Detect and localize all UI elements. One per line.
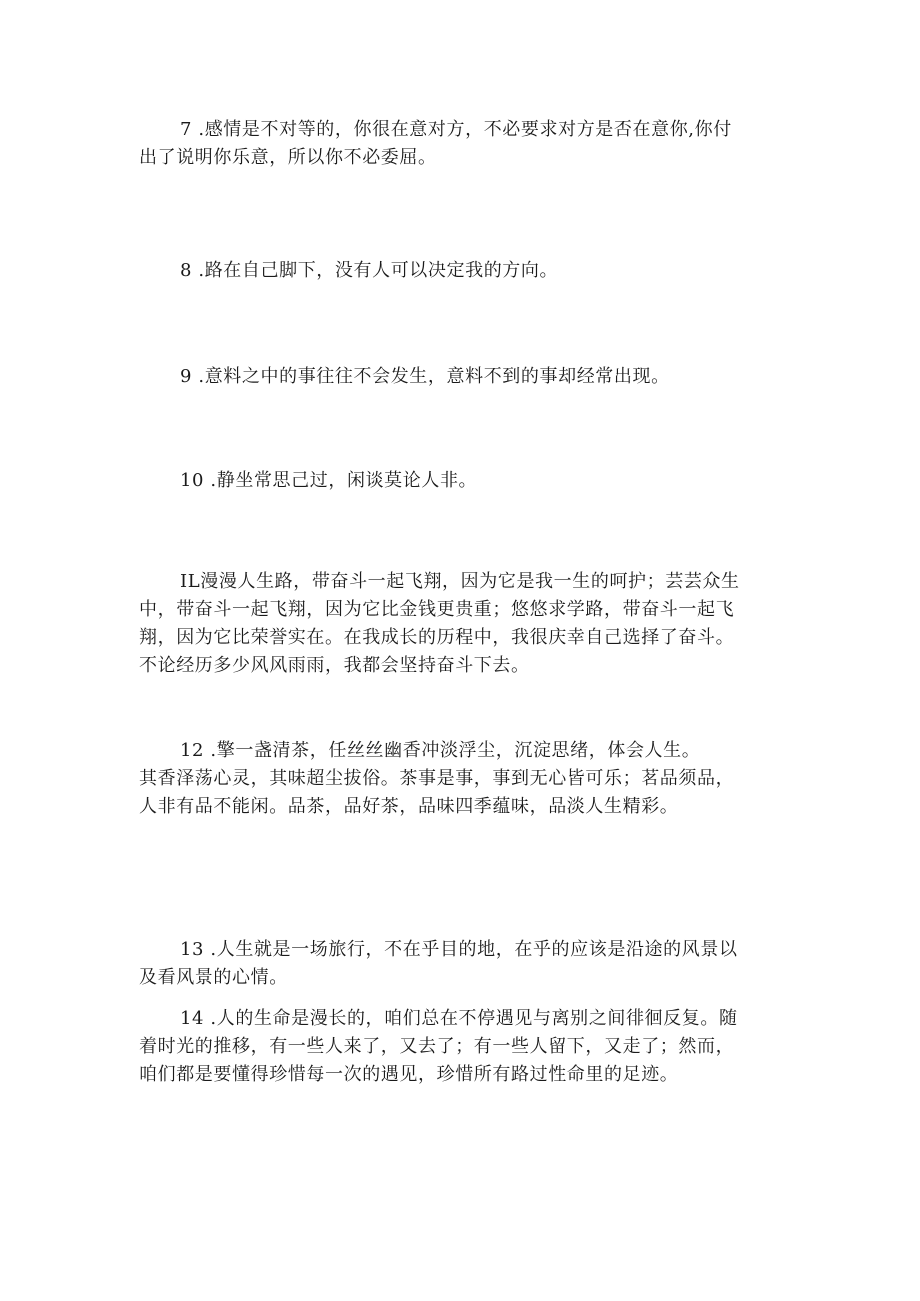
paragraph-line: 出了说明你乐意，所以你不必委屈。 (139, 147, 437, 168)
paragraph-line: 7 .感情是不对等的，你很在意对方，不必要求对方是否在意你,你付 (180, 119, 732, 140)
paragraph-line: 8 .路在自己脚下，没有人可以决定我的方向。 (180, 260, 559, 281)
paragraph-line: 14 .人的生命是漫长的，咱们总在不停遇见与离别之间徘徊反复。随 (180, 1008, 738, 1029)
paragraph-line: 不论经历多少风风雨雨，我都会坚持奋斗下去。 (139, 655, 530, 676)
paragraph-line: 咱们都是要懂得珍惜每一次的遇见，珍惜所有路过性命里的足迹。 (139, 1064, 679, 1085)
paragraph-10 (139, 467, 784, 495)
paragraph-line: 10 .静坐常思己过，闲谈莫论人非。 (180, 470, 478, 491)
paragraph-line: 中，带奋斗一起飞翔，因为它比金钱更贵重；悠悠求学路，带奋斗一起飞 (139, 599, 735, 620)
paragraph-line: 翔，因为它比荣誉实在。在我成长的历程中，我很庆幸自己选择了奋斗。 (139, 627, 735, 648)
paragraph-line: 9 .意料之中的事往往不会发生，意料不到的事却经常出现。 (180, 366, 670, 387)
paragraph-8 (139, 257, 784, 285)
paragraph-12 (139, 737, 784, 821)
paragraph-13 (139, 936, 784, 992)
paragraph-7 (139, 116, 784, 172)
paragraph-line: 其香泽荡心灵，其味超尘拔俗。茶事是事，事到无心皆可乐；茗品须品， (139, 768, 735, 789)
paragraph-line: 及看风景的心情。 (139, 967, 288, 988)
paragraph-line: 13 .人生就是一场旅行，不在乎目的地，在乎的应该是沿途的风景以 (180, 939, 738, 960)
paragraph-11 (139, 568, 784, 680)
paragraph-14 (139, 1005, 784, 1089)
paragraph-line: IL漫漫人生路，带奋斗一起飞翔，因为它是我一生的呵护；芸芸众生 (180, 571, 740, 592)
paragraph-9 (139, 363, 784, 391)
paragraph-line: 12 .擎一盏清茶，任丝丝幽香冲淡浮尘，沉淀思绪，体会人生。 (180, 740, 701, 761)
paragraph-line: 着时光的推移，有一些人来了，又去了；有一些人留下，又走了；然而， (139, 1036, 735, 1057)
paragraph-line: 人非有品不能闲。品茶，品好茶，品味四季蕴味，品淡人生精彩。 (139, 796, 679, 817)
